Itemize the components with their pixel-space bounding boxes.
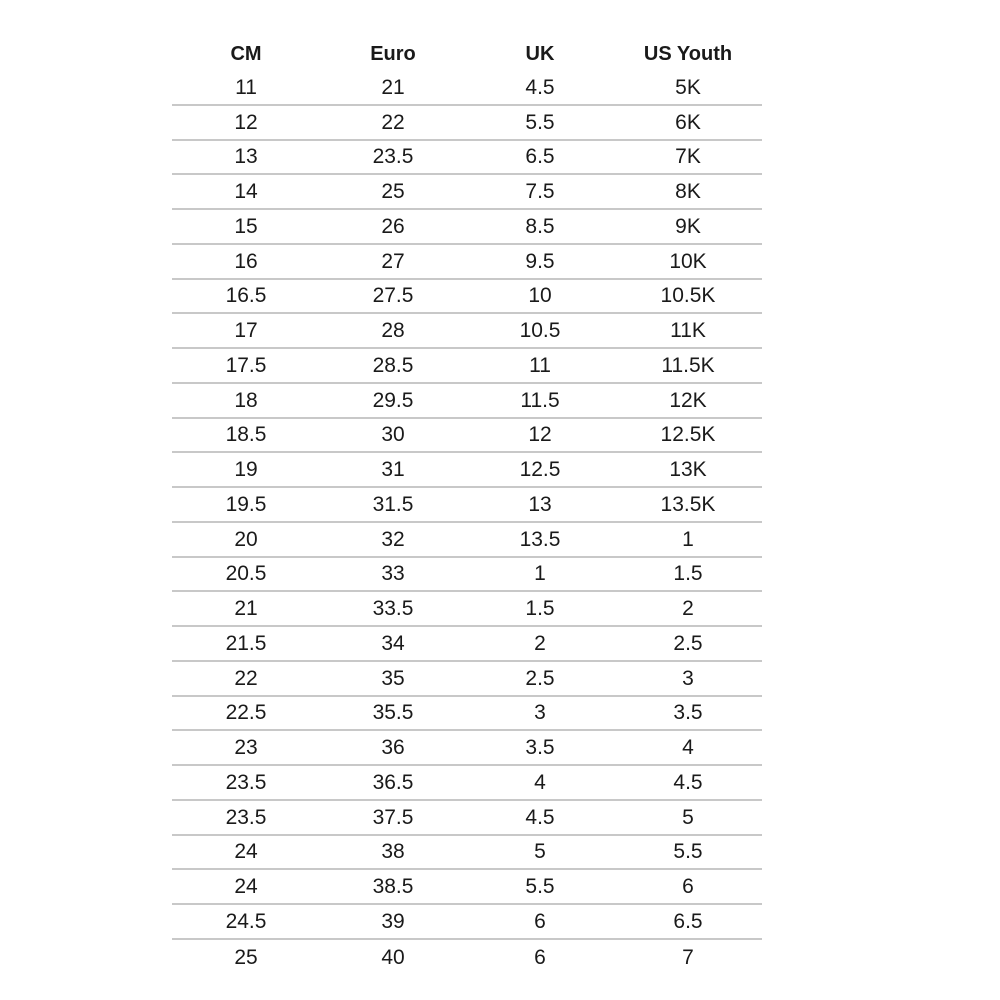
cell-uk: 11: [529, 353, 551, 377]
cell-cm: 22.5: [225, 701, 267, 725]
cell-cm: 16.5: [225, 284, 267, 308]
cell-uk: 5: [534, 840, 546, 864]
cell-euro: 27: [381, 249, 405, 273]
cell-euro: 34: [381, 631, 405, 655]
cell-cm: 12: [234, 110, 258, 134]
cell-us-youth: 10K: [669, 249, 707, 273]
cell-cm: 19: [234, 458, 258, 482]
cell-euro: 31: [381, 458, 405, 482]
cell-us-youth: 2: [682, 597, 694, 621]
cell-euro: 33: [381, 562, 405, 586]
cell-euro: 27.5: [372, 284, 414, 308]
cell-uk: 10.5: [519, 319, 561, 343]
cell-cm: 22: [234, 666, 258, 690]
table-body: [172, 71, 762, 975]
cell-cm: 18: [234, 388, 258, 412]
cell-euro: 35.5: [372, 701, 414, 725]
cell-cm: 24: [234, 875, 258, 899]
cell-euro: 40: [381, 945, 405, 969]
cell-us-youth: 13.5K: [660, 492, 716, 516]
cell-us-youth: 5K: [675, 75, 701, 99]
cell-euro: 30: [381, 423, 405, 447]
cell-uk: 4: [534, 770, 546, 794]
cell-uk: 1: [534, 562, 546, 586]
table-row: [172, 731, 762, 766]
cell-euro: 32: [381, 527, 405, 551]
table-row: [172, 210, 762, 245]
cell-euro: 36.5: [372, 770, 414, 794]
table-row: [172, 245, 762, 280]
cell-euro: 33.5: [372, 597, 414, 621]
cell-us-youth: 5.5: [673, 840, 703, 864]
cell-uk: 3.5: [525, 736, 555, 760]
cell-euro: 23.5: [372, 145, 414, 169]
cell-cm: 11: [235, 75, 257, 99]
table-row: [172, 627, 762, 662]
header-us-youth: US Youth: [643, 43, 733, 65]
cell-euro: 31.5: [372, 492, 414, 516]
cell-cm: 15: [234, 214, 258, 238]
header-uk: UK: [525, 43, 555, 65]
table-row: [172, 697, 762, 732]
cell-us-youth: 6: [682, 875, 694, 899]
cell-cm: 20: [234, 527, 258, 551]
cell-uk: 9.5: [525, 249, 555, 273]
cell-cm: 18.5: [225, 423, 267, 447]
cell-uk: 13: [528, 492, 552, 516]
table-row: [172, 314, 762, 349]
table-row: [172, 384, 762, 419]
cell-uk: 8.5: [525, 214, 555, 238]
cell-euro: 25: [381, 180, 405, 204]
cell-uk: 2.5: [525, 666, 555, 690]
table-row: [172, 71, 762, 106]
cell-uk: 6: [534, 945, 546, 969]
cell-euro: 28.5: [372, 353, 414, 377]
cell-euro: 22: [381, 110, 405, 134]
cell-euro: 36: [381, 736, 405, 760]
cell-uk: 13.5: [519, 527, 561, 551]
cell-euro: 26: [381, 214, 405, 238]
cell-uk: 4.5: [525, 805, 555, 829]
cell-uk: 5.5: [525, 875, 555, 899]
cell-uk: 6.5: [525, 145, 555, 169]
cell-us-youth: 11K: [670, 319, 706, 343]
cell-cm: 17: [234, 319, 258, 343]
cell-uk: 4.5: [525, 75, 555, 99]
table-row: [172, 836, 762, 871]
cell-us-youth: 6.5: [673, 909, 703, 933]
cell-us-youth: 3.5: [673, 701, 703, 725]
cell-cm: 25: [234, 945, 258, 969]
cell-us-youth: 4: [682, 736, 694, 760]
table-row: [172, 453, 762, 488]
table-row: [172, 801, 762, 836]
table-row: [172, 141, 762, 176]
cell-cm: 21.5: [225, 631, 267, 655]
cell-cm: 23: [234, 736, 258, 760]
cell-cm: 17.5: [225, 353, 267, 377]
cell-us-youth: 7: [682, 945, 694, 969]
cell-uk: 7.5: [525, 180, 555, 204]
table-row: [172, 662, 762, 697]
cell-uk: 11.5: [520, 388, 560, 412]
size-chart-table: [172, 37, 762, 975]
cell-euro: 21: [381, 75, 405, 99]
cell-us-youth: 3: [682, 666, 694, 690]
table-row: [172, 488, 762, 523]
cell-cm: 13: [234, 145, 258, 169]
cell-us-youth: 7K: [675, 145, 701, 169]
table-row: [172, 349, 762, 384]
cell-us-youth: 13K: [669, 458, 707, 482]
cell-us-youth: 10.5K: [660, 284, 716, 308]
cell-us-youth: 1.5: [673, 562, 703, 586]
cell-euro: 35: [381, 666, 405, 690]
cell-us-youth: 12K: [669, 388, 707, 412]
table-row: [172, 592, 762, 627]
cell-cm: 14: [234, 180, 258, 204]
table-row: [172, 523, 762, 558]
cell-us-youth: 4.5: [673, 770, 703, 794]
cell-cm: 19.5: [225, 492, 267, 516]
cell-us-youth: 9K: [675, 214, 701, 238]
cell-cm: 21: [234, 597, 258, 621]
cell-us-youth: 8K: [675, 180, 701, 204]
cell-euro: 39: [381, 909, 405, 933]
table-row: [172, 558, 762, 593]
cell-cm: 23.5: [225, 770, 267, 794]
table-row: [172, 419, 762, 454]
cell-uk: 1.5: [525, 597, 555, 621]
table-row: [172, 940, 762, 975]
cell-cm: 16: [234, 249, 258, 273]
table-row: [172, 766, 762, 801]
table-row: [172, 175, 762, 210]
cell-cm: 20.5: [225, 562, 267, 586]
cell-euro: 38.5: [372, 875, 414, 899]
cell-euro: 37.5: [372, 805, 414, 829]
cell-us-youth: 2.5: [673, 631, 703, 655]
cell-uk: 12.5: [519, 458, 561, 482]
cell-euro: 29.5: [372, 388, 414, 412]
cell-uk: 3: [534, 701, 546, 725]
cell-uk: 6: [534, 909, 546, 933]
cell-cm: 24: [234, 840, 258, 864]
cell-uk: 2: [534, 631, 546, 655]
cell-cm: 24.5: [225, 909, 267, 933]
table-header-row: [172, 37, 762, 71]
cell-uk: 10: [528, 284, 552, 308]
cell-uk: 5.5: [525, 110, 555, 134]
table-row: [172, 106, 762, 141]
cell-us-youth: 1: [682, 527, 694, 551]
cell-us-youth: 5: [682, 805, 694, 829]
cell-euro: 28: [381, 319, 405, 343]
cell-us-youth: 6K: [675, 110, 701, 134]
table-row: [172, 280, 762, 315]
header-euro: Euro: [370, 43, 416, 65]
table-row: [172, 870, 762, 905]
cell-euro: 38: [381, 840, 405, 864]
table-row: [172, 905, 762, 940]
cell-cm: 23.5: [225, 805, 267, 829]
cell-us-youth: 11.5K: [661, 353, 715, 377]
cell-us-youth: 12.5K: [660, 423, 716, 447]
header-cm: CM: [230, 43, 262, 65]
cell-uk: 12: [528, 423, 552, 447]
